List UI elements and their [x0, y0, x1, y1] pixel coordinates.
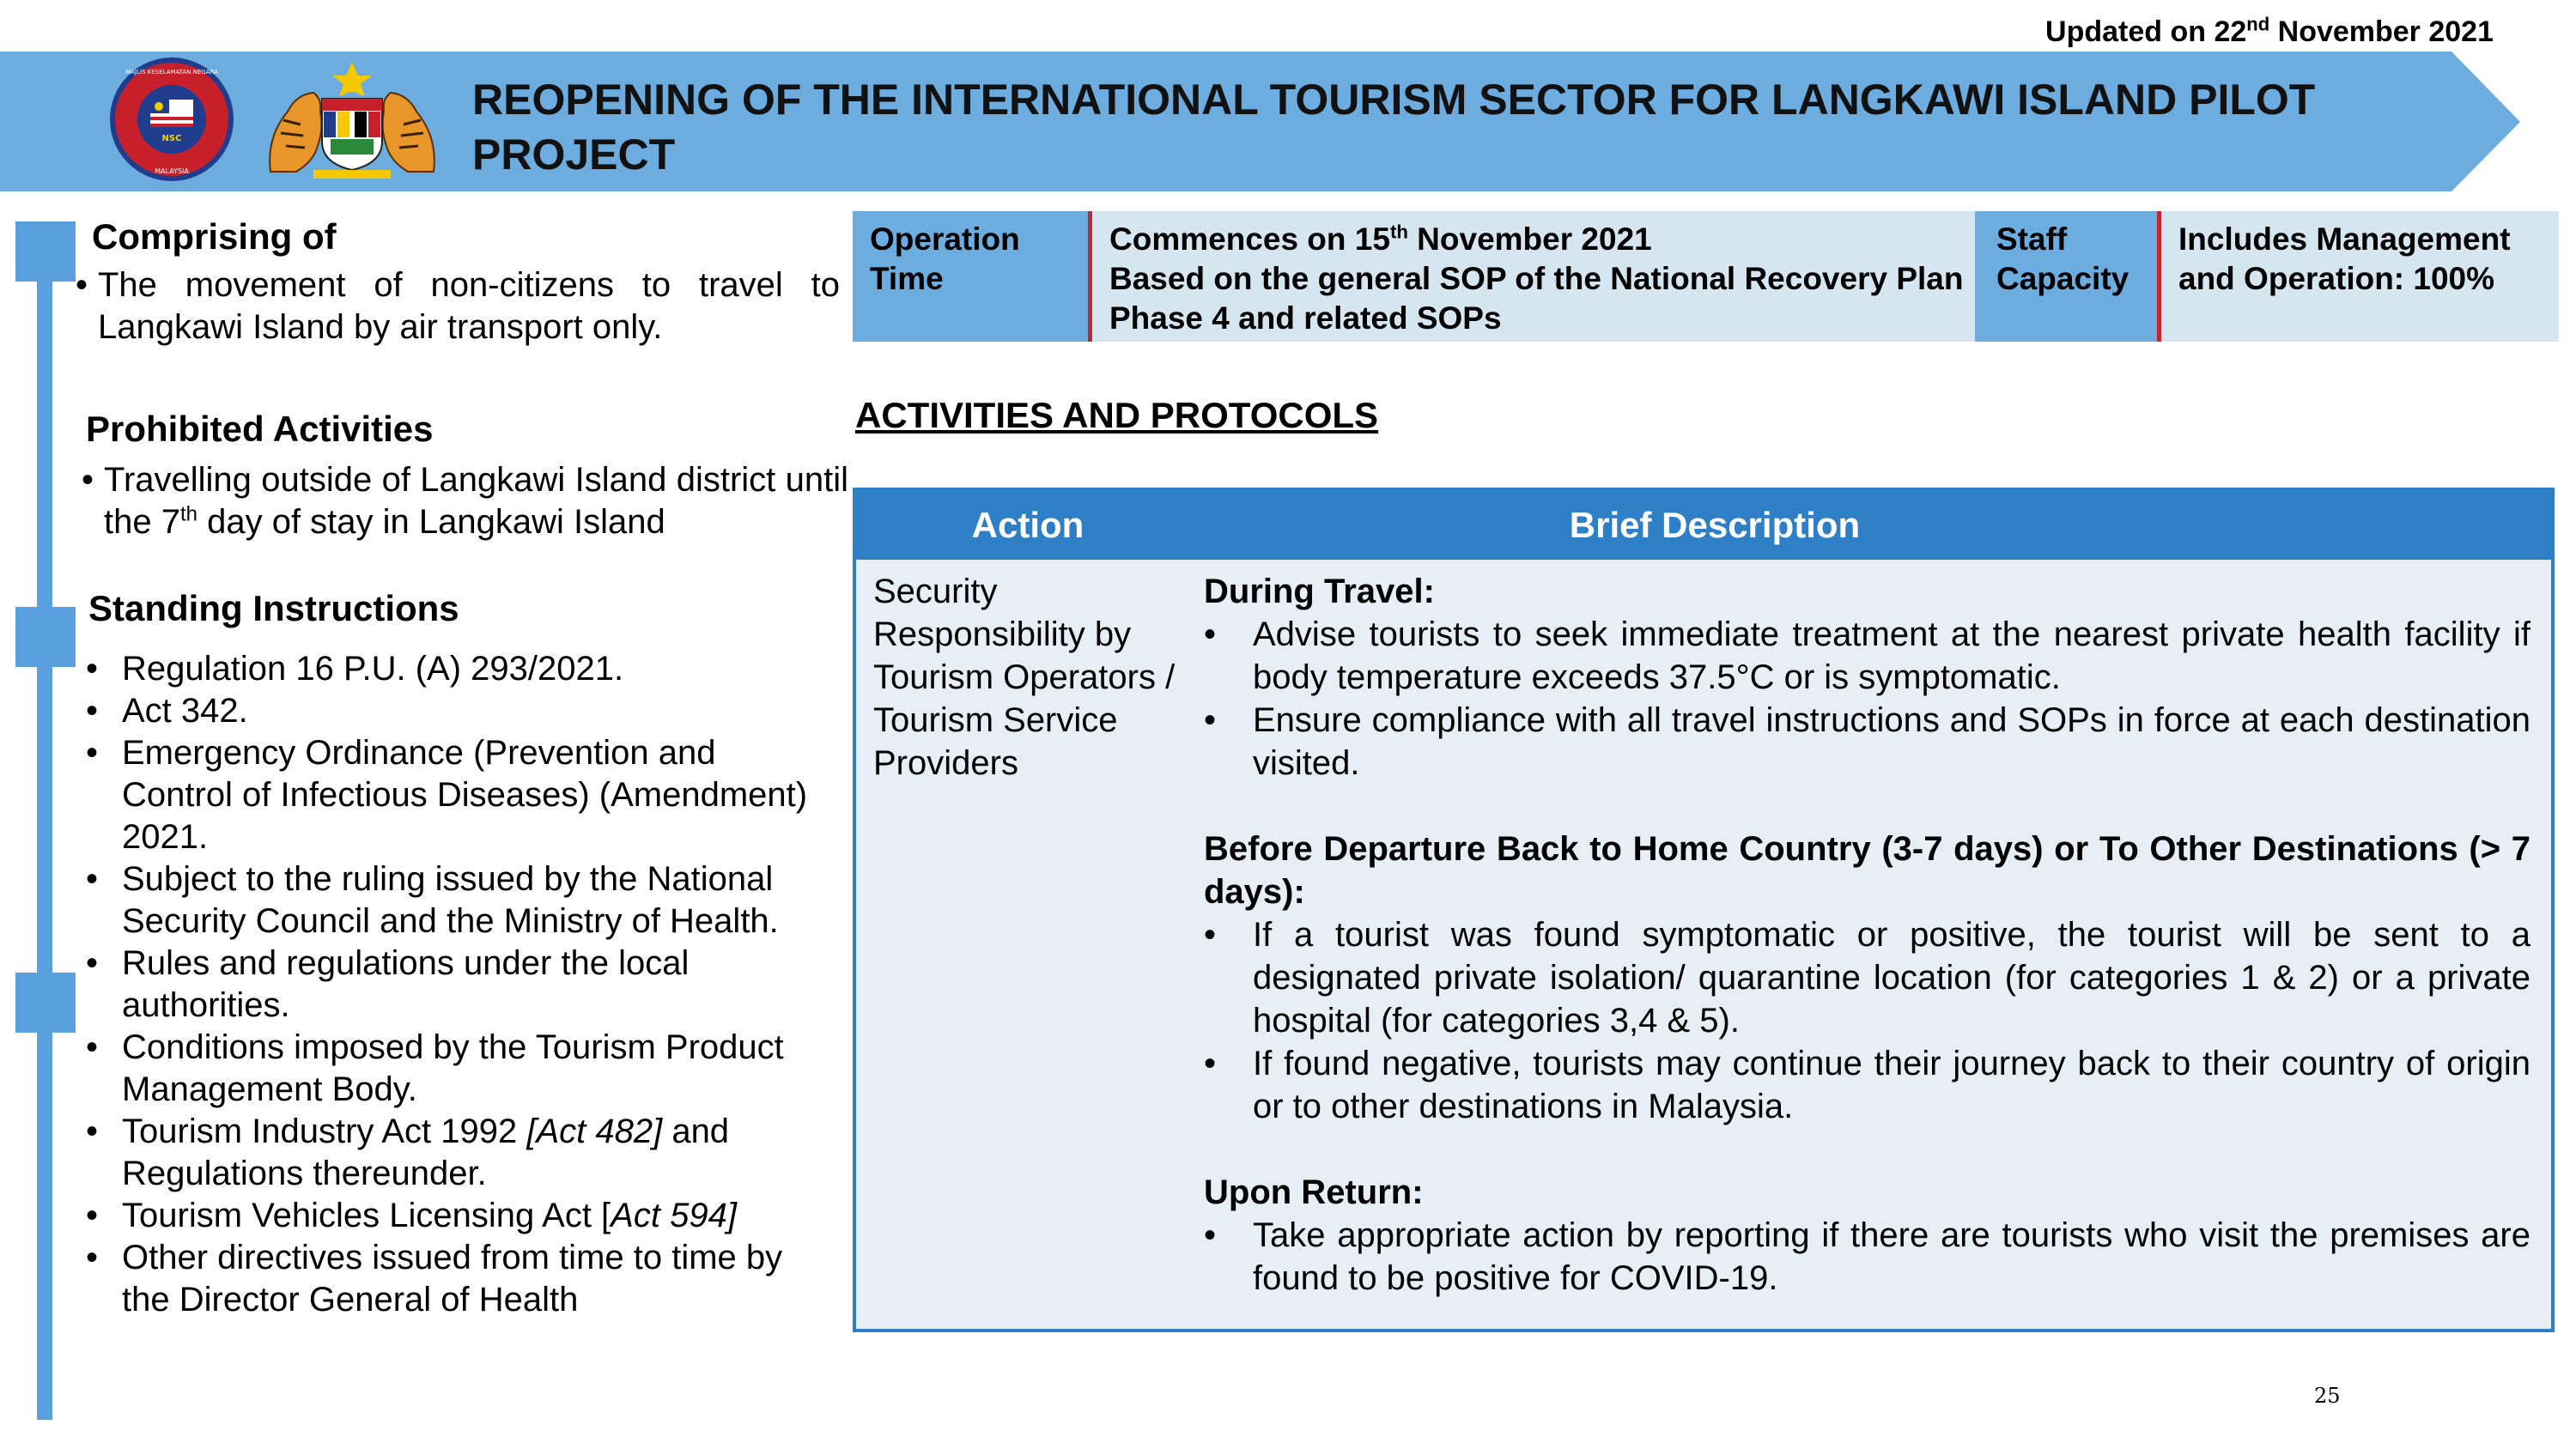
column-header-description: Brief Description: [1569, 505, 1861, 545]
standing-item: • Regulation 16 P.U. (A) 293/2021.: [86, 648, 833, 690]
operation-time-label: Operation Time: [853, 211, 1091, 342]
prohibited-heading: Prohibited Activities: [86, 409, 434, 449]
timeline-line: [37, 221, 52, 1420]
coat-of-arms-logo: [262, 60, 442, 185]
logo1-bottom-text: MALAYSIA: [155, 167, 189, 175]
standing-item: • Subject to the ruling issued by the National Security Council and the Ministry of Health.: [86, 858, 833, 943]
prohibited-list: [82, 459, 848, 543]
description-bullet: • If a tourist was found symptomatic or positive, the tourist will be sent to a designated private isolation/ quarantine location (for categories 1 & 2) or a private hospital (for categories 3,4 & 5).: [1204, 913, 2530, 1042]
activities-heading: ACTIVITIES AND PROTOCOLS: [855, 395, 1379, 435]
logo1-top-text: MAJLIS KESELAMATAN NEGARA: [125, 69, 218, 76]
standing-heading: Standing Instructions: [88, 588, 459, 628]
operation-basis: Based on the general SOP of the National Recovery Plan Phase 4 and related SOPs: [1109, 261, 1964, 336]
standing-item: • Act 342.: [86, 690, 833, 732]
timeline-marker-1: [15, 221, 76, 282]
comprising-item: • The movement of non-citizens to travel to Langkawi Island by air transport only.: [76, 264, 840, 349]
upon-return-heading: Upon Return:: [1204, 1173, 1424, 1211]
logo1-mid-text: NSC: [161, 134, 182, 143]
standing-item: • Tourism Vehicles Licensing Act [Act 594]: [86, 1195, 833, 1237]
comprising-heading: Comprising of: [92, 216, 337, 257]
description-bullet: • Advise tourists to seek immediate treatment at the nearest private health facility if body temperature exceeds 37.5°C or is symptomatic.: [1204, 613, 2530, 699]
standing-list: [86, 648, 833, 1321]
standing-item: • Conditions imposed by the Tourism Product Management Body.: [86, 1027, 833, 1111]
prohibited-item: • Travelling outside of Langkawi Island district until the 7th day of stay in Langkawi Island: [82, 459, 848, 543]
page-number: 25: [2314, 1384, 2341, 1408]
staff-capacity-label: Staff Capacity: [1975, 211, 2158, 342]
description-bullet: • Take appropriate action by reporting if there are tourists who visit the premises are found to be positive for COVID-19.: [1204, 1214, 2530, 1300]
timeline-marker-3: [15, 973, 76, 1033]
standing-item: • Rules and regulations under the local authorities.: [86, 943, 833, 1027]
comprising-list: [76, 264, 840, 349]
description-cell: [1204, 570, 2530, 1300]
action-cell: Security Responsibility by Tourism Operators / Tourism Service Providers: [873, 573, 1176, 782]
standing-item: • Tourism Industry Act 1992 [Act 482] and Regulations thereunder.: [86, 1111, 833, 1195]
description-bullet: • Ensure compliance with all travel instructions and SOPs in force at each destination visited.: [1204, 699, 2530, 785]
standing-item: • Emergency Ordinance (Prevention and Control of Infectious Diseases) (Amendment) 2021.: [86, 732, 833, 858]
standing-item: • Other directives issued from time to time by the Director General of Health: [86, 1237, 833, 1321]
during-travel-heading: During Travel:: [1204, 573, 1435, 610]
updated-date: Updated on 22nd November 2021: [2045, 13, 2494, 48]
operation-time-value: [1092, 211, 1975, 342]
table-header: [856, 491, 2551, 560]
nsc-logo: [107, 55, 236, 188]
staff-capacity-value: Includes Management and Operation: 100%: [2161, 211, 2559, 342]
timeline-marker-2: [15, 607, 76, 667]
operation-commence: Commences on 15th November 2021: [1109, 221, 1652, 257]
column-header-action: Action: [971, 505, 1084, 545]
before-departure-heading: Before Departure Back to Home Country (3-7 days) or To Other Destinations (> 7 days):: [1204, 830, 2530, 911]
activities-table: [853, 488, 2555, 1332]
description-bullet: • If found negative, tourists may continue their journey back to their country of origin or to other destinations in Malaysia.: [1204, 1042, 2530, 1128]
page-title: REOPENING OF THE INTERNATIONAL TOURISM SECTOR FOR LANGKAWI ISLAND PILOT PROJECT: [472, 76, 2316, 179]
